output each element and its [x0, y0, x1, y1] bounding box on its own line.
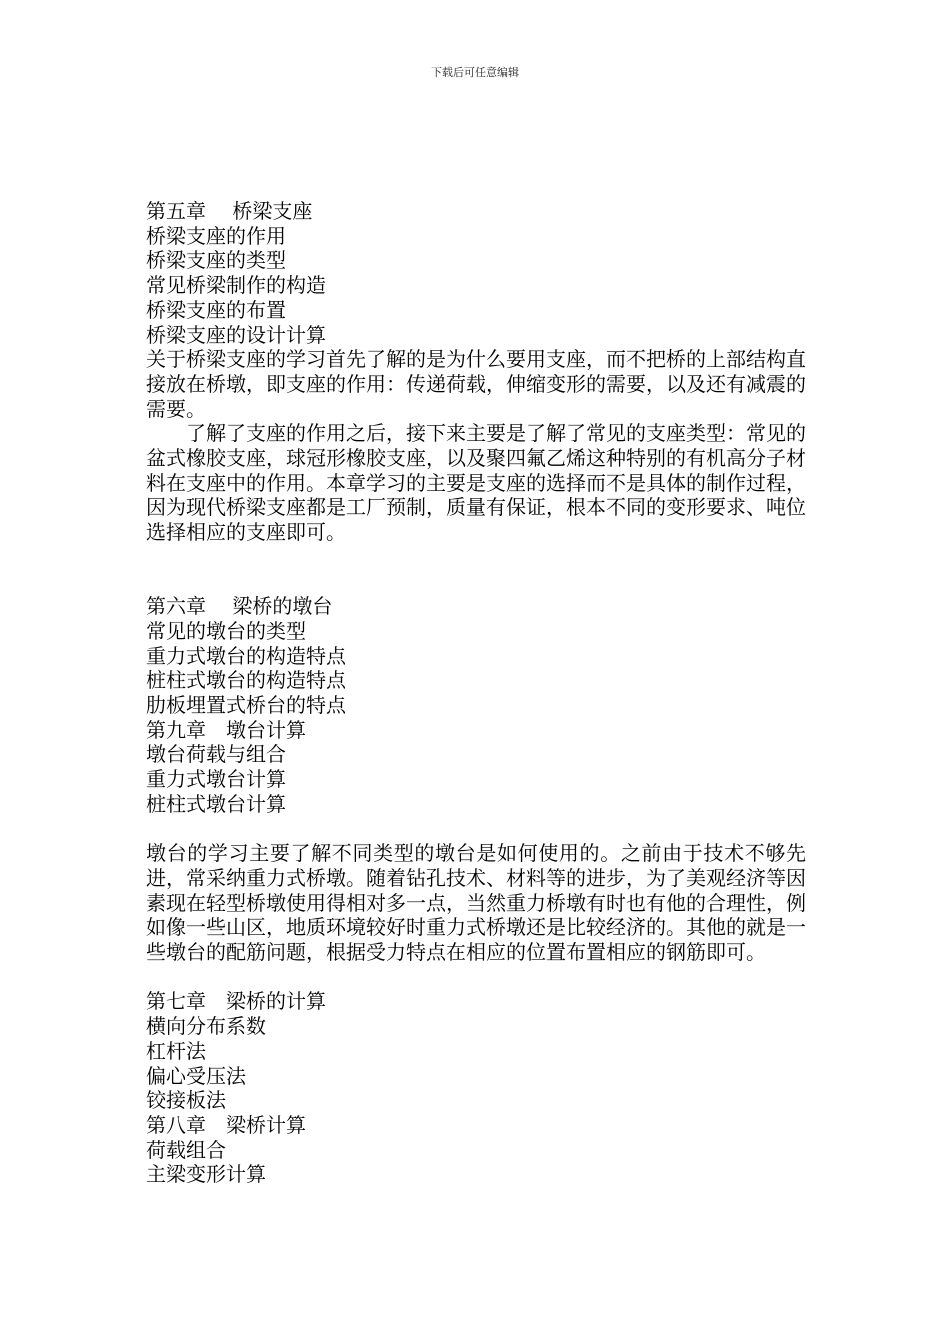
chapter-5-paragraph-1: 关于桥梁支座的学习首先了解的是为什么要用支座，而不把桥的上部结构直接放在桥墩，即支座的作用：传递荷载，伸缩变形的需要，以及还有减震的需要。 [146, 347, 806, 421]
chapter-6-item: 桩柱式墩台的构造特点 [146, 668, 346, 693]
chapter-7-item: 铰接板法 [146, 1088, 226, 1113]
blank-gap [146, 545, 806, 594]
chapter-5-paragraph-2: 了解了支座的作用之后，接下来主要是了解了常见的支座类型：常见的盆式橡胶支座，球冠形橡胶支座，以及聚四氟乙烯这种特别的有机高分子材料在支座中的作用。本章学习的主要是支座的选择而不是具体的制作过程，因为现代桥梁支座都是工厂预制，质量有保证，根本不同的变形要求、吨位选择相应的支座即可。 [146, 421, 806, 545]
chapter-6-item: 重力式墩台的构造特点 [146, 643, 346, 668]
chapter-5-item: 桥梁支座的布置 [146, 297, 286, 322]
chapter-7-title: 第七章 梁桥的计算 [146, 989, 326, 1014]
chapter-5-item: 桥梁支座的类型 [146, 248, 286, 273]
chapter-9-item: 墩台荷载与组合 [146, 742, 286, 767]
chapter-6-item: 常见的墩台的类型 [146, 618, 306, 643]
chapter-5-item: 常见桥梁制作的构造 [146, 273, 326, 298]
document-body [146, 199, 806, 1187]
chapter-8-title: 第八章 梁桥计算 [146, 1112, 306, 1137]
chapter-5-item: 桥梁支座的设计计算 [146, 322, 326, 347]
chapter-8-item: 主梁变形计算 [146, 1162, 266, 1187]
chapter-6-title: 第六章 梁桥的墩台 [146, 594, 333, 619]
blank-gap [146, 817, 806, 842]
chapter-8-item: 荷载组合 [146, 1137, 226, 1162]
chapter-5-title: 第五章 桥梁支座 [146, 199, 313, 223]
chapter-7-item: 偏心受压法 [146, 1063, 246, 1088]
chapter-7-item: 杠杆法 [146, 1038, 206, 1063]
chapter-6-item: 肋板埋置式桥台的特点 [146, 693, 346, 718]
page-header-note: 下载后可任意编辑 [431, 66, 519, 79]
chapter-9-item: 重力式墩台计算 [146, 767, 286, 792]
chapter-7-item: 横向分布系数 [146, 1014, 266, 1039]
blank-gap [146, 965, 806, 990]
chapter-9-paragraph: 墩台的学习主要了解不同类型的墩台是如何使用的。之前由于技术不够先进，常采纳重力式桥墩。随着钻孔技术、材料等的进步，为了美观经济等因素现在轻型桥墩使用得相对多一点，当然重力桥墩有时也有他的合理性，例如像一些山区，地质环境较好时重力式桥墩还是比较经济的。其他的就是一些墩台的配筋问题，根据受力特点在相应的位置布置相应的钢筋即可。 [146, 841, 806, 965]
chapter-5-item: 桥梁支座的作用 [146, 223, 286, 248]
chapter-9-item: 桩柱式墩台计算 [146, 791, 286, 816]
chapter-9-title: 第九章 墩台计算 [146, 717, 306, 742]
